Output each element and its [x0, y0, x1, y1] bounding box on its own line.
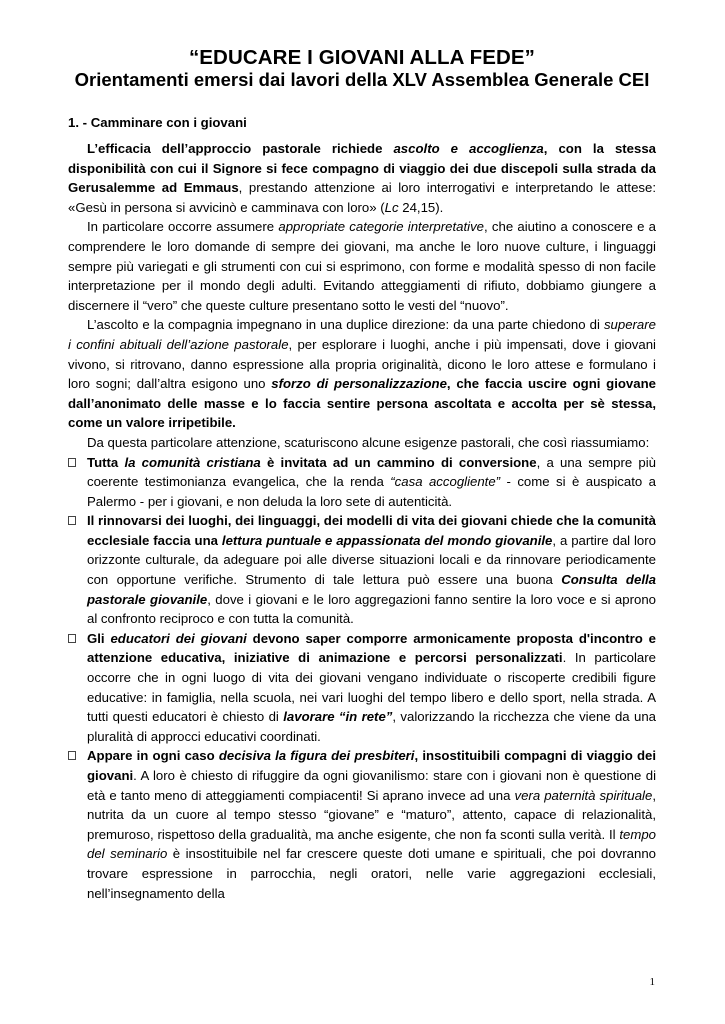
text-run: In particolare occorre assumere	[87, 219, 279, 235]
pastoral-needs-list	[68, 453, 656, 904]
page-number: 1	[649, 976, 655, 988]
text-run: , con la stessa disponibilità con cui il Signore si fece compagno di viaggio dei due discepoli sulla strada da Gerusalemme ad Emmaus	[68, 141, 657, 196]
paragraph	[68, 217, 656, 315]
text-run: , per esplorare i luoghi, anche i più impensati, dove i giovani vivono, si ritrovano, danno espressione alla propria originalità, dicono le loro attese e formulano i loro sogni; dall’altra esigono uno	[68, 336, 656, 392]
list-item	[68, 453, 656, 512]
text-run: appropriate categorie interpretative	[278, 219, 485, 235]
text-run: lettura puntuale e appassionata del mondo giovanile	[221, 532, 553, 548]
text-run: devono saper comporre armonicamente proposta d'incontro e attenzione educativa, iniziative di animazione e percorsi personalizzati	[87, 630, 656, 666]
list-item-text	[87, 748, 656, 900]
text-run: - come si è auspicato a Palermo - per i giovani, e non deluda la loro sete di autenticità.	[87, 474, 656, 509]
text-run: decisiva la figura dei presbiteri	[218, 748, 415, 764]
text-run: 24,15).	[398, 199, 444, 215]
list-item	[68, 746, 656, 903]
text-run: Il rinnovarsi dei luoghi, dei linguaggi, dei modelli di vita dei giovani chiede che la comunità ecclesiale faccia una	[87, 513, 656, 548]
document-subtitle: Orientamenti emersi dai lavori della XLV Assemblea Generale CEI	[74, 69, 650, 90]
text-run: è invitata ad un cammino di conversione	[260, 454, 537, 470]
section-heading: 1. - Camminare con i giovani	[68, 115, 247, 130]
paragraph	[68, 139, 656, 217]
text-run: Consulta della pastorale giovanile	[87, 572, 656, 607]
text-run: superare i confini abituali dell’azione pastorale	[68, 317, 656, 352]
list-item-text	[87, 631, 656, 744]
text-run: tempo del seminario	[87, 826, 656, 862]
text-run: la comunità cristiana	[124, 454, 261, 470]
square-bullet-icon	[68, 516, 76, 525]
list-item-text	[87, 455, 656, 509]
text-run: . In particolare occorre che in ogni luogo di vita dei giovani vengano individuate o riscoperte credibili figure educative: in famiglia, nella scuola, nei vari luoghi del tempo libero e dello sport, nella strada. A tutti questi educatori è chiesto di	[87, 650, 656, 725]
text-run: educatori dei giovani	[110, 630, 247, 646]
paragraph	[68, 433, 656, 453]
text-run: L’ascolto e la compagnia impegnano in una duplice direzione: da una parte chiedono di	[87, 317, 604, 333]
text-run: ascolto e accoglienza	[393, 141, 544, 156]
text-run: , nutrita da un cuore al tempo stesso “giovane” e “maturo”, attento, capace di relazionalità, premuroso, rispettoso della gradualità, ma anche esigente, che non fa sconti sulla verità. Il	[87, 787, 656, 842]
text-run: , a partire dal loro orizzonte culturale, da adeguare poi alle diverse situazioni locali e da rinnovare periodicamente con opportune verifiche. Strumento di tale lettura può essere una buona	[87, 532, 656, 588]
text-run: Appare in ogni caso	[87, 748, 219, 764]
text-run: , dove i giovani e le loro aggregazioni fanno sentire la loro voce e si aprono al confronto reciproco e con tutta la comunità.	[87, 591, 656, 627]
text-run: Tutta	[87, 454, 125, 470]
paragraph	[68, 315, 656, 433]
text-run: , a una sempre più coerente testimonianza evangelica, che la renda	[87, 454, 657, 490]
list-item	[68, 629, 656, 747]
text-run: sforzo di personalizzazione	[271, 376, 447, 392]
text-run: , valorizzando la ricchezza che viene da una pluralità di approcci educativi coordinati.	[87, 709, 657, 744]
text-run: . A loro è chiesto di rifuggire da ogni giovanilismo: stare con i giovani non è questione di età e tanto meno di atteggiamenti compiacenti! Si aprano invece ad una	[87, 768, 656, 803]
text-run: , prestando attenzione ai loro interrogativi e interpretando le attese: «Gesù in persona si avvicinò e camminava con loro» (	[68, 180, 656, 215]
text-run: , insostituibili compagni di viaggio dei giovani	[87, 748, 657, 783]
square-bullet-icon	[68, 458, 76, 467]
text-run: Lc	[384, 199, 399, 215]
text-run: “casa accogliente”	[390, 474, 501, 490]
document-title: “EDUCARE I GIOVANI ALLA FEDE”	[188, 46, 536, 69]
text-run: L’efficacia dell’approccio pastorale richiede	[87, 141, 394, 156]
list-item	[68, 511, 656, 629]
text-run: Da questa particolare attenzione, scaturiscono alcune esigenze pastorali, che così riassumiamo:	[87, 434, 650, 450]
text-run: lavorare “in rete”	[283, 709, 393, 725]
text-run: vera paternità spirituale	[514, 787, 653, 803]
square-bullet-icon	[68, 634, 76, 643]
square-bullet-icon	[68, 751, 76, 760]
body-text	[68, 139, 656, 453]
text-run: , che faccia uscire ogni giovane dall’anonimato delle masse e lo faccia sentire persona ascoltata e accolta per sè stessa, come un valore irripetibile.	[68, 376, 656, 431]
text-run: Gli	[87, 630, 111, 646]
text-run: è insostituibile nel far crescere queste doti umane e spirituali, che poi dovranno trovare espressione in parrocchia, negli oratori, nelle varie aggregazioni ecclesiali, nell’insegnamento della	[87, 846, 656, 901]
document-page	[68, 46, 656, 903]
text-run: , che aiutino a conoscere e a comprendere le loro domande di sempre dei giovani, ma anche le loro nuove culture, i linguaggi sempre più variegati e gli strumenti con cui si esprimono, con forme e modalità spesso di non facile interpretazione per il mondo degli adulti. Evitando atteggiamenti di rifiuto, dobbiamo giungere a discernere il “vero” che queste culture presentano sotto le vesti del “nuovo”.	[68, 219, 656, 313]
list-item-text	[87, 513, 656, 626]
